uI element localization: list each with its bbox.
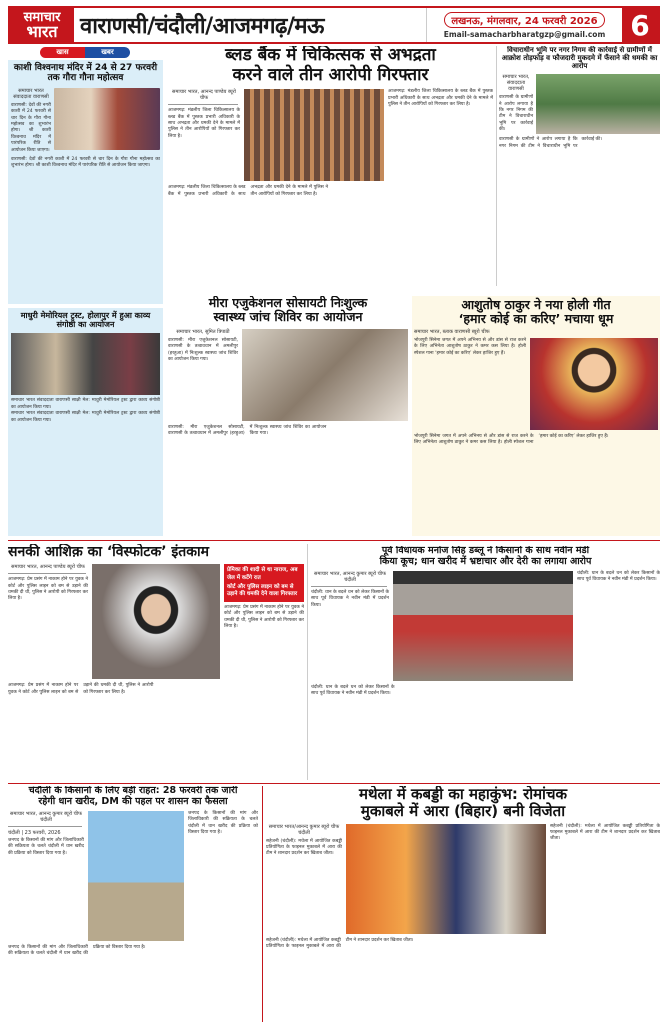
byline: समाचार भारत संवाददाता वाराणसी <box>13 87 49 100</box>
dateline: चंदौली | 23 फरवरी, 2026 <box>8 829 61 836</box>
byline: समाचार भारत, संवाददाता वाराणसी <box>502 74 530 93</box>
article-body-continued: भोजपुरी सिनेमा जगत में अपने अभिनय से और डांस से राज करने के लिए अभिनेता आशुतोष ठाकुर ने कमर कस लिया है। होली स्पेशल गाना ‘हमार कोई का करिए’ लेकर हाजिर हुए हैं। <box>414 433 609 446</box>
byline: समाचार भारत, ब्लाक वाराणसी ब्यूरो चीफ <box>414 328 490 335</box>
article-kashi[interactable] <box>8 60 163 304</box>
article-photo <box>92 564 220 679</box>
article-body: सहेजनी (चंदौली): मथेला में आयोजित कबड्डी प्रतियोगिता के फाइनल मुकाबले में आरा की टीम ने शानदार प्रदर्शन कर खिताब जीता। <box>266 838 342 857</box>
highlights-box <box>224 564 304 602</box>
headline: माधुरी मेमोरियल ट्रस्ट, होलापुर में हुआ काव्य संगोष्ठी का आयोजन <box>20 311 151 330</box>
edition-cities: वाराणसी/चंदौली/आजमगढ़/मऊ <box>80 14 324 39</box>
article-body-continued: सहेजनी (चंदौली): मथेला में आयोजित कबड्डी प्रतियोगिता के फाइनल मुकाबले में आरा की टीम ने शानदार प्रदर्शन कर खिताब जीता। <box>266 937 414 949</box>
section-tag-part2: खबर <box>85 47 130 58</box>
article-photo <box>393 571 573 681</box>
headline-line1: ब्लड बैंक में चिकित्सक से अभद्रता <box>225 46 436 65</box>
logo-line2: भारत <box>26 21 58 41</box>
article-photo <box>88 811 184 941</box>
article-photo <box>54 88 160 150</box>
byline: समाचार भारत, आनन्द पाण्डेय ब्यूरो चीफ <box>172 89 236 102</box>
article-body-continued: आजमगढ़: प्रेम प्रसंग में नाकाम होने पर युवक ने कोर्ट और पुलिस लाइन को बम से उड़ाने की धमकी दी थी, पुलिस ने आरोपी को गिरफ्तार कर लिया है। <box>8 683 154 695</box>
article-photo <box>11 333 160 395</box>
article-body: वाराणसी के ग्रामीणों ने आरोप लगाया है कि नगर निगम की टीम ने विचाराधीन भूमि पर कार्रवाई की। <box>499 95 533 133</box>
article-madhuri[interactable] <box>8 308 163 536</box>
headline-line2: ‘हमार कोई का करिए’ मचाया धूम <box>458 311 614 327</box>
byline: समाचार भारत, आनन्द कुमार ब्यूरो चीफ चंदौली <box>10 810 82 823</box>
masthead <box>8 6 660 44</box>
headline-line1: मीरा एजुकेशनल सोसायटी निःशुल्क <box>208 296 368 310</box>
section-tag-part1: खास <box>40 47 85 58</box>
edition-date: लखनऊ, मंगलवार, 24 फरवरी 2026 <box>444 12 604 28</box>
article-photo <box>346 824 546 934</box>
article-mathela[interactable] <box>266 786 660 1022</box>
headline-line2: किया कूच; धान खरीद में भ्रष्टाचार और देरी का लगाया आरोप <box>379 555 592 567</box>
byline: समाचार भारत/आनन्द कुमार ब्यूरो चीफ चंदौली <box>268 823 340 836</box>
byline: समाचार भारत, आनन्द पाण्डेय ब्यूरो चीफ <box>11 564 85 571</box>
article-body: भोजपुरी सिनेमा जगत में अपने अभिनय से और डांस से राज करने के लिए अभिनेता आशुतोष ठाकुर ने कमर कस लिया है। होली स्पेशल गाना ‘हमार कोई का करिए’ लेकर हाजिर हुए हैं। <box>414 337 526 356</box>
article-photo <box>244 89 384 181</box>
article-body: आजमगढ़: प्रेम प्रसंग में नाकाम होने पर युवक ने कोर्ट और पुलिस लाइन को बम से उड़ाने की धमकी दी थी, पुलिस ने आरोपी को गिरफ्तार कर लिया है। <box>8 577 88 602</box>
headline-line2: मुकाबले में आरा (बिहार) बनी विजेता <box>360 802 566 821</box>
page-number: 6 <box>622 8 658 42</box>
article-body: वाराणसी: मीरा एजुकेशनल सोसायटी, वाराणसी के तत्वावधान में अमलीपुर (हरहुआ) में निःशुल्क स्वास्थ्य जांच शिविर का आयोजन किया गया। <box>168 337 238 363</box>
headline-line1: मथेला में कबड्डी का महाकुंभ: रोमांचक <box>358 786 567 803</box>
newspaper-logo <box>10 8 74 42</box>
article-body-continued: चंदौली: धान के बदले धन को लेकर किसानों के साथ पूर्व विधायक ने नवीन मंडी में प्रदर्शन किया। <box>311 684 395 697</box>
article-body-right: जनपद के किसानों की मांग और जिलाधिकारी की सक्रियता के चलते चंदौली में धान खरीद की प्रक्रिया को विस्तार दिया गया है। <box>188 810 258 836</box>
article-body-continued: वाराणसी: देवों की नगरी काशी में 24 फरवरी से चार दिन के गौरा गौना महोत्सव का शुभारंभ होगा। श्री काशी विश्वनाथ मंदिर में पारंपरिक रीति से आयोजन किया जाएगा। <box>11 157 160 169</box>
article-body: आजमगढ़: मंडलीय जिला चिकित्सालय के ब्लड बैंक में पुस्तक प्रभारी अधिकारी के साथ अभद्रता और धमकी देने के मामले में पुलिस ने तीन आरोपियों को गिरफ्तार कर लिया है। <box>168 108 240 139</box>
headline-line1: आशुतोष ठाकुर ने नया होली गीत <box>461 297 611 312</box>
byline: समाचार भारत, आनन्द कुमार ब्यूरो चीफ चंदौली <box>314 570 386 583</box>
article-body-continued: वाराणसी के ग्रामीणों ने आरोप लगाया है कि नगर निगम की टीम ने विचाराधीन भूमि पर कार्रवाई की। <box>499 137 603 149</box>
byline: समाचार भारत, सुमित त्रिपाठी <box>176 328 230 335</box>
article-vicharadheen[interactable] <box>499 46 660 286</box>
headline-line2: करने वाले तीन आरोपी गिरफ्तार <box>232 64 429 85</box>
article-meera[interactable] <box>168 296 408 536</box>
article-ashutosh[interactable] <box>412 296 660 536</box>
article-body-continued: जनपद के किसानों की मांग और जिलाधिकारी की सक्रियता के चलते चंदौली में धान खरीद की प्रक्रिया को विस्तार दिया गया है। <box>8 944 146 957</box>
highlight-item: प्रेमिका की शादी से था नाराज, अब जेल में कटेंगे रात <box>227 567 298 581</box>
article-body-continued: आजमगढ़: मंडलीय जिला चिकित्सालय के ब्लड बैंक में पुस्तक प्रभारी अधिकारी के साथ अभद्रता और धमकी देने के मामले में पुलिस ने तीन आरोपियों को गिरफ्तार कर लिया है। <box>168 185 328 197</box>
date-block <box>426 8 622 42</box>
article-body: वाराणसी: देवों की नगरी काशी में 24 फरवरी से चार दिन के गौरा गौना महोत्सव का शुभारंभ होगा। श्री काशी विश्वनाथ मंदिर में पारंपरिक रीति से आयोजन किया जाएगा। <box>11 102 51 153</box>
article-sanki[interactable] <box>8 544 304 780</box>
article-body: जनपद के किसानों की मांग और जिलाधिकारी की सक्रियता के चलते चंदौली में धान खरीद की प्रक्रिया को विस्तार दिया गया है। <box>8 837 84 856</box>
article-photo <box>536 74 660 134</box>
headline: सनकी आशिक़ का ‘विस्फोटक’ इंतकाम <box>8 544 210 560</box>
highlight-item: कोर्ट और पुलिस लाइन को बम से उड़ाने की धमकी देने वाला गिरफ्तार <box>227 583 298 598</box>
article-body: समाचार भारत संवाददाता वाराणसी साक्षी मेल: माधुरी मेमोरियल ट्रस्ट द्वारा काव्य संगोष्ठी का आयोजन किया गया। <box>11 398 160 410</box>
article-body-continued: समाचार भारत संवाददाता वाराणसी साक्षी मेल: माधुरी मेमोरियल ट्रस्ट द्वारा काव्य संगोष्ठी का आयोजन किया गया। <box>11 411 160 423</box>
headline-line1: चंदौली के किसानों के लिए बड़ी राहत: 28 फरवरी तक जारी <box>28 786 238 796</box>
article-chandauli[interactable] <box>8 786 258 1022</box>
article-photo <box>242 329 408 421</box>
headline-line2: रहेगी धान खरीद, DM की पहल पर शासन का फैसला <box>38 795 228 807</box>
article-body-right: आजमगढ़: मंडलीय जिला चिकित्सालय के ब्लड बैंक में पुस्तक प्रभारी अधिकारी के साथ अभद्रता और धमकी देने के मामले में पुलिस ने तीन आरोपियों को गिरफ्तार कर लिया है। <box>388 89 493 107</box>
article-manoj[interactable] <box>311 546 660 780</box>
article-blood-bank[interactable] <box>168 46 493 286</box>
article-body-continued: वाराणसी: मीरा एजुकेशनल सोसायटी, वाराणसी के तत्वावधान में अमलीपुर (हरहुआ) में निःशुल्क स्वास्थ्य जांच शिविर का आयोजन किया गया। <box>168 424 327 437</box>
logo-line1: समाचार <box>23 9 61 25</box>
headline: विचाराधीन भूमि पर नगर निगम की कार्रवाई से ग्रामीणों में आक्रोश तोड़फोड़ व फौजदारी मुकदमे में फँसाने की धमकी का आरोप <box>501 46 658 71</box>
headline-line1: पूर्व विधायक मनोज सिंह डब्लू ने किसानों के साथ नवीन मंडी <box>381 546 590 556</box>
article-body-right: सहेजनी (चंदौली): मथेला में आयोजित कबड्डी प्रतियोगिता के फाइनल मुकाबले में आरा की टीम ने शानदार प्रदर्शन कर खिताब जीता। <box>550 823 660 842</box>
article-body: चंदौली: धान के बदले धन को लेकर किसानों के साथ पूर्व विधायक ने नवीन मंडी में प्रदर्शन किया। <box>311 589 389 608</box>
headline: काशी विश्वनाथ मंदिर में 24 से 27 फरवरी तक गौरा गौना महोत्सव <box>13 63 158 84</box>
email-link[interactable]: Email-samacharbharatgzp@gmail.com <box>443 29 606 39</box>
article-body-right: चंदौली: धान के बदले धन को लेकर किसानों के साथ पूर्व विधायक ने नवीन मंडी में प्रदर्शन किया। <box>577 570 660 583</box>
article-photo <box>530 338 658 430</box>
headline-line2: स्वास्थ्य जांच शिविर का आयोजन <box>213 309 363 325</box>
section-tag <box>40 47 130 58</box>
article-body-right: आजमगढ़: प्रेम प्रसंग में नाकाम होने पर युवक ने कोर्ट और पुलिस लाइन को बम से उड़ाने की धमकी दी थी, पुलिस ने आरोपी को गिरफ्तार कर लिया है। <box>224 604 304 630</box>
